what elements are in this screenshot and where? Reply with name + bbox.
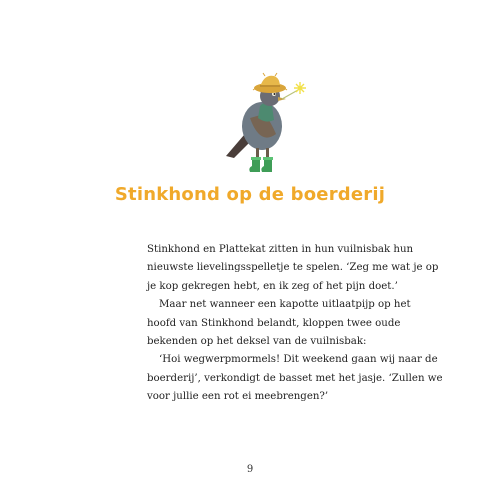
green-boots: [249, 157, 273, 172]
text-line: boerderij’, verkondigt de basset met het jasje. ‘Zullen we: [147, 372, 443, 384]
page-number: 9: [246, 464, 254, 475]
chapter-body: [147, 241, 443, 407]
text-line: Maar net wanneer een kapotte uitlaatpijp op het: [159, 299, 411, 311]
text-line: hoofd van Stinkhond belandt, kloppen twee oude: [147, 317, 401, 329]
text-line: bekenden op het deksel van de vuilnisbak:: [147, 335, 367, 347]
text-line: je kop gekregen hebt, en ik zeg of het pijn doet.’: [147, 280, 398, 292]
chapter-title: Stinkhond op de boerderij: [114, 184, 386, 205]
text-line: voor jullie een rot ei meebrengen?’: [147, 391, 329, 403]
flower-icon: [294, 82, 306, 94]
straw-hat: [253, 73, 287, 93]
text-line: nieuwste lievelingsspelletje te spelen. ‘Zeg me wat je op: [147, 262, 439, 274]
text-line: ‘Hoi wegwerpmormels! Dit weekend gaan wij naar de: [159, 354, 438, 366]
pigeon-illustration: [220, 68, 310, 180]
text-line: Stinkhond en Plattekat zitten in hun vuilnisbak hun: [147, 244, 414, 255]
